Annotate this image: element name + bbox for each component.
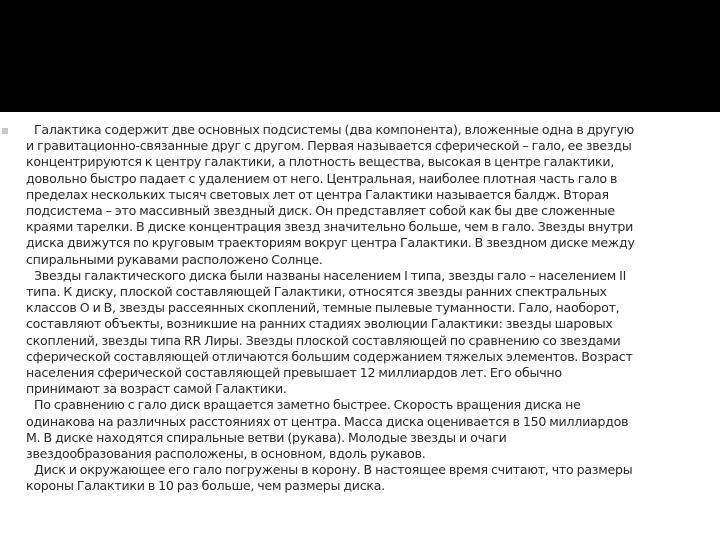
text-line: сферической составляющей отличаются большим содержанием тяжелых элементов. Возраст (26, 348, 633, 364)
text-line: составляют объекты, возникшие на ранних стадиях эволюции Галактики: звезды шаровых (26, 316, 613, 332)
text-line: По сравнению с гало диск вращается заметно быстрее. Скорость вращения диска не (34, 397, 581, 413)
text-line: диска движутся по круговым траекториям вокруг центра Галактики. В звездном диске между (26, 235, 635, 251)
text-line: Звезды галактического диска были названы населением I типа, звезды гало – населением II (34, 267, 627, 283)
title-band (0, 0, 720, 112)
text-line: М. В диске находятся спиральные ветви (рукава). Молодые звезды и очаги (26, 429, 507, 445)
body-text (26, 122, 716, 495)
text-line: принимают за возраст самой Галактики. (26, 381, 287, 397)
text-line: населения сферической составляющей превышает 12 миллиардов лет. Его обычно (26, 365, 562, 381)
text-line: концентрируются к центру галактики, а плотность вещества, высокая в центре галактики, (26, 154, 615, 170)
text-line: и гравитационно-связанные друг с другом. Первая называется сферической – гало, ее звезды (26, 138, 632, 154)
bullet-icon (2, 128, 8, 134)
text-line: скоплений, звезды типа RR Лиры. Звезды плоской составляющей по сравнению со звездами (26, 332, 621, 348)
text-line: Диск и окружающее его гало погружены в корону. В настоящее время считают, что размеры (34, 462, 633, 478)
text-line: классов O и B, звезды рассеянных скоплений, темные пылевые туманности. Гало, наоборот, (26, 300, 620, 316)
text-line: звездообразования расположены, в основном, вдоль рукавов. (26, 446, 426, 462)
text-line: типа. К диску, плоской составляющей Галактики, относятся звезды ранних спектральных (26, 284, 607, 300)
text-line: пределах нескольких тысяч световых лет от центра Галактики называется балдж. Вторая (26, 186, 609, 202)
text-line: спиральными рукавами расположено Солнце. (26, 251, 323, 267)
text-line: довольно быстро падает с удалением от него. Центральная, наиболее плотная часть гало в (26, 170, 618, 186)
text-line: короны Галактики в 10 раз больше, чем размеры диска. (26, 478, 385, 494)
text-line: одинакова на различных расстояниях от центра. Масса диска оценивается в 150 миллиардов (26, 413, 629, 429)
text-line: краями тарелки. В диске концентрация звезд значительно больше, чем в гало. Звезды внутри (26, 219, 634, 235)
text-line: Галактика содержит две основных подсистемы (два компонента), вложенные одна в другую (34, 122, 635, 137)
text-line: подсистема – это массивный звездный диск. Он представляет собой как бы две сложенные (26, 203, 615, 219)
